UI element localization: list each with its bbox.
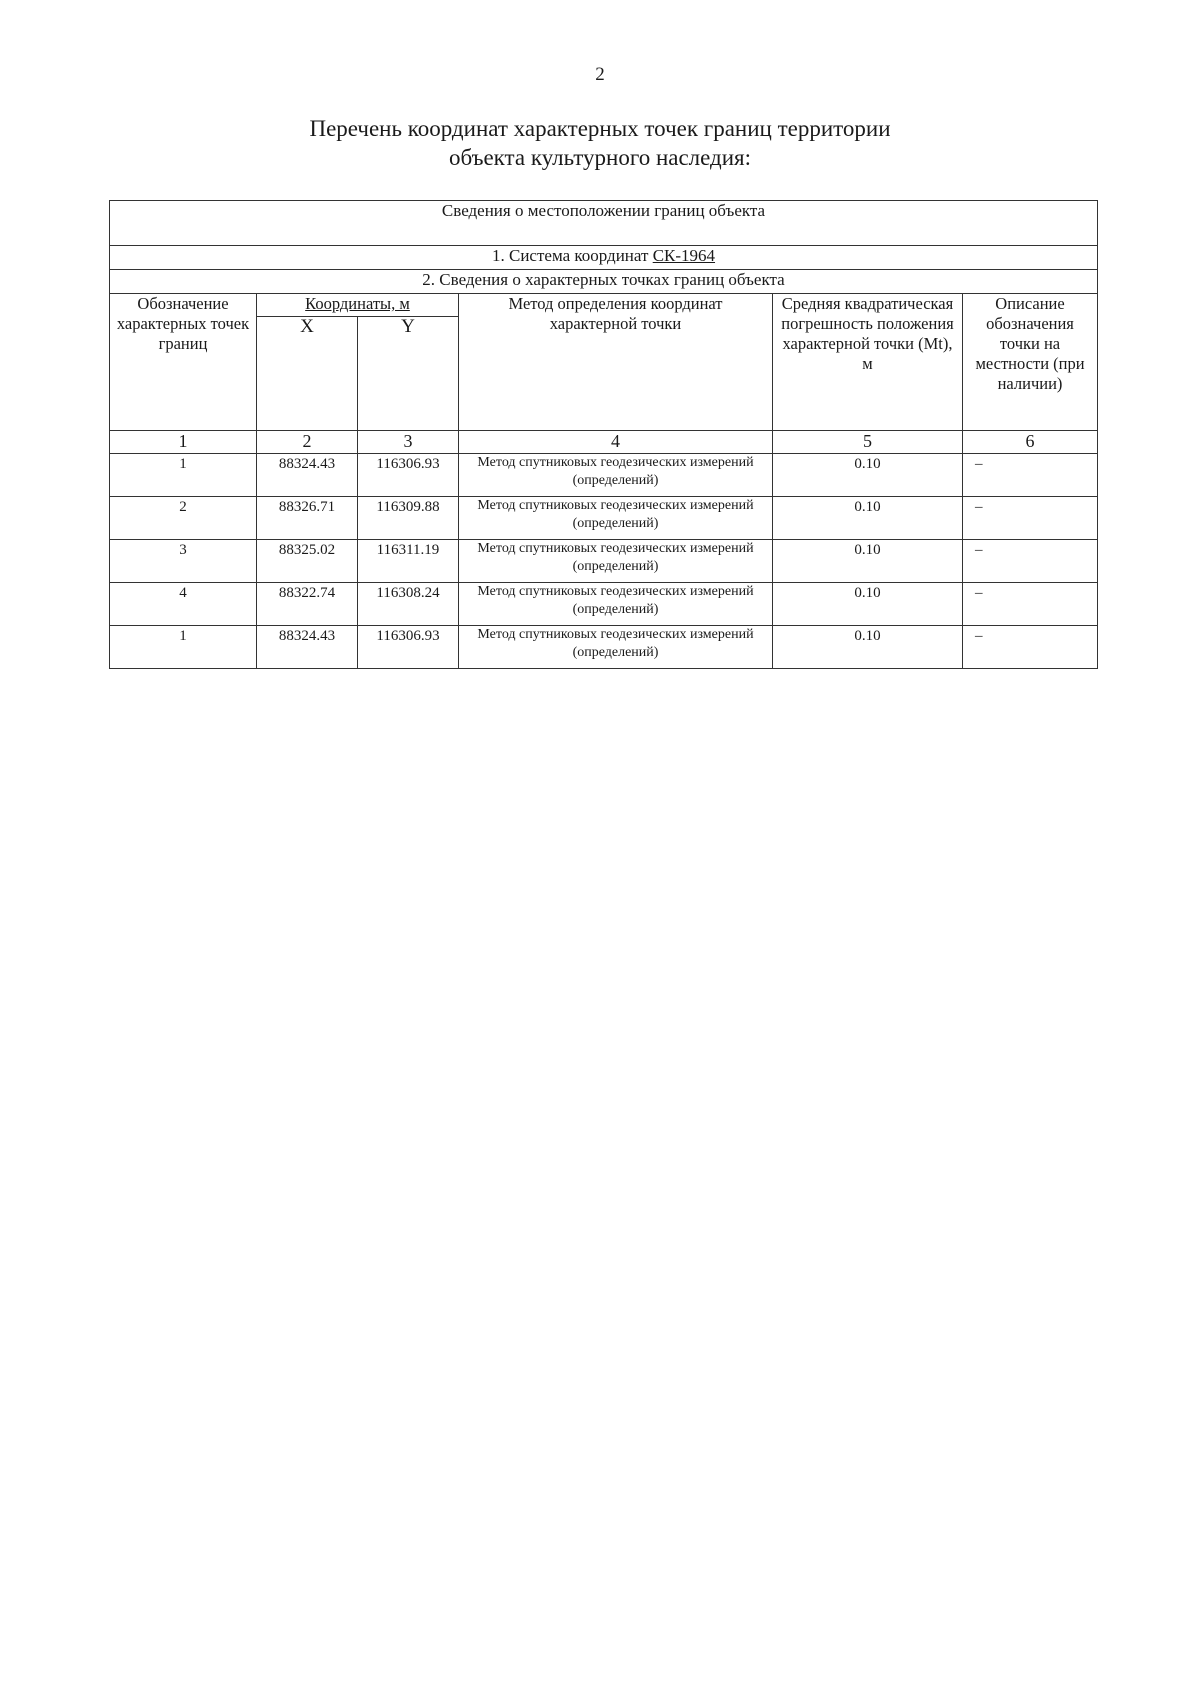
error-cell: 0.10 xyxy=(773,540,963,583)
column-number-row xyxy=(110,431,1098,454)
column-number: 3 xyxy=(358,431,459,454)
column-number: 5 xyxy=(773,431,963,454)
table-row xyxy=(110,626,1098,669)
method-cell: Метод спутниковых геодезических измерений (определений) xyxy=(459,540,773,583)
document-title xyxy=(0,114,1200,172)
x-cell: 88322.74 xyxy=(257,583,358,626)
table-row xyxy=(110,583,1098,626)
column-number: 4 xyxy=(459,431,773,454)
description-cell: – xyxy=(963,626,1098,669)
y-cell: 116308.24 xyxy=(358,583,459,626)
title-line-2: объекта культурного наследия: xyxy=(448,145,752,170)
point-cell: 3 xyxy=(110,540,257,583)
col-description-header: Описание обозначения точки на местности (при наличии) xyxy=(963,294,1098,431)
x-cell: 88324.43 xyxy=(257,626,358,669)
error-cell: 0.10 xyxy=(773,497,963,540)
col-error-header: Средняя квадратическая погрешность положения характерной точки (Mt), м xyxy=(773,294,963,431)
coordinate-system-row xyxy=(110,246,1098,270)
coordinates-table xyxy=(109,200,1098,669)
y-cell: 116306.93 xyxy=(358,626,459,669)
description-cell: – xyxy=(963,454,1098,497)
coordinate-system-label: 1. Система координат xyxy=(491,246,653,265)
page-number: 2 xyxy=(595,64,605,85)
col-coordinates-header xyxy=(257,294,459,317)
error-cell: 0.10 xyxy=(773,626,963,669)
points-section-row: 2. Сведения о характерных точках границ объекта xyxy=(110,270,1098,294)
coordinates-group-label: Координаты, м xyxy=(305,294,410,313)
method-cell: Метод спутниковых геодезических измерений (определений) xyxy=(459,497,773,540)
col-x-header: X xyxy=(257,317,358,431)
x-cell: 88325.02 xyxy=(257,540,358,583)
method-cell: Метод спутниковых геодезических измерений (определений) xyxy=(459,626,773,669)
y-cell: 116309.88 xyxy=(358,497,459,540)
method-cell: Метод спутниковых геодезических измерений (определений) xyxy=(459,583,773,626)
column-number: 1 xyxy=(110,431,257,454)
col-y-header: Y xyxy=(358,317,459,431)
description-cell: – xyxy=(963,497,1098,540)
table-row xyxy=(110,497,1098,540)
y-cell: 116311.19 xyxy=(358,540,459,583)
coordinate-system-value: СК-1964 xyxy=(652,246,716,265)
title-line-1: Перечень координат характерных точек границ территории xyxy=(309,116,891,141)
column-number: 2 xyxy=(257,431,358,454)
x-cell: 88324.43 xyxy=(257,454,358,497)
error-cell: 0.10 xyxy=(773,583,963,626)
x-cell: 88326.71 xyxy=(257,497,358,540)
description-cell: – xyxy=(963,583,1098,626)
point-cell: 1 xyxy=(110,626,257,669)
point-cell: 1 xyxy=(110,454,257,497)
table-row xyxy=(110,540,1098,583)
table-heading: Сведения о местоположении границ объекта xyxy=(110,201,1098,246)
description-cell: – xyxy=(963,540,1098,583)
y-cell: 116306.93 xyxy=(358,454,459,497)
column-number: 6 xyxy=(963,431,1098,454)
method-cell: Метод спутниковых геодезических измерений (определений) xyxy=(459,454,773,497)
table-row xyxy=(110,454,1098,497)
col-method-header: Метод определения координат характерной точки xyxy=(459,294,773,431)
error-cell: 0.10 xyxy=(773,454,963,497)
point-cell: 4 xyxy=(110,583,257,626)
col-designation-header: Обозначение характерных точек границ xyxy=(110,294,257,431)
point-cell: 2 xyxy=(110,497,257,540)
